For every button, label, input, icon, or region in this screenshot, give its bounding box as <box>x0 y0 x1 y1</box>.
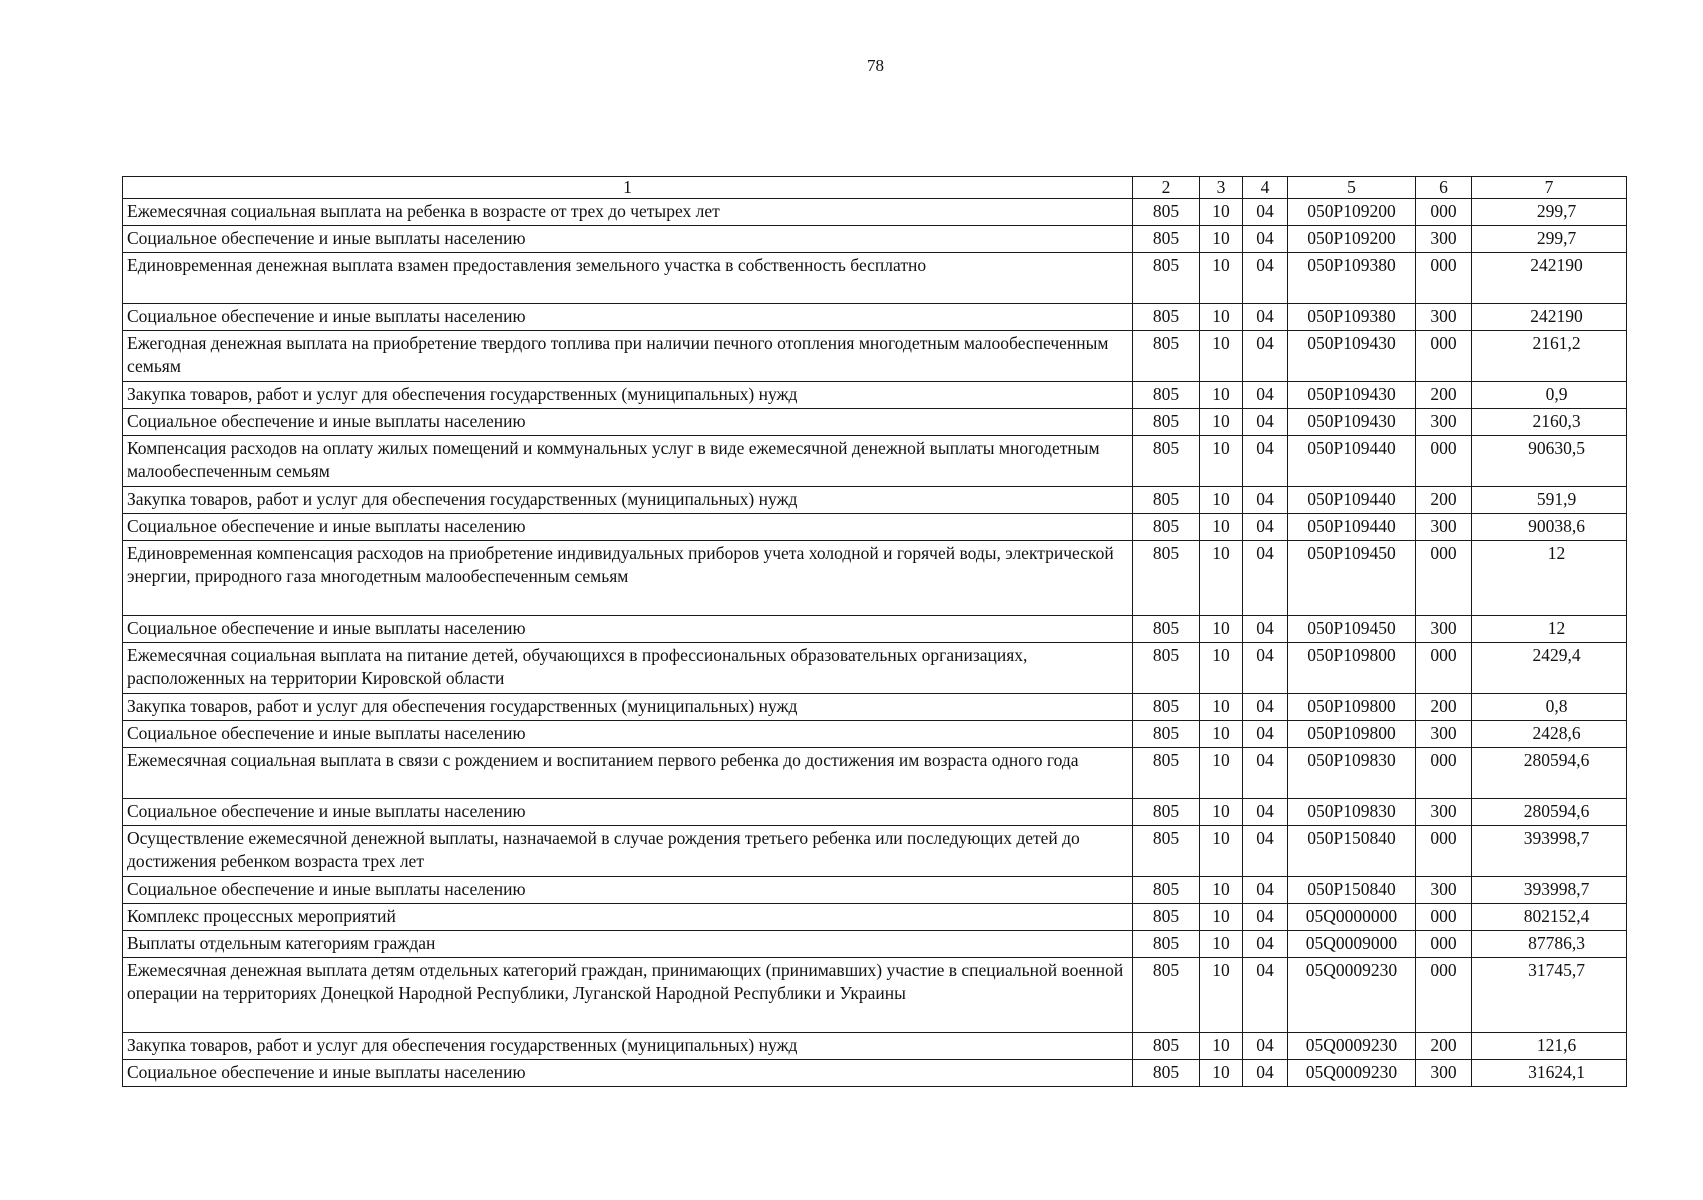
row-target-code: 050P150840 <box>1288 877 1416 904</box>
row-subsection: 04 <box>1243 514 1288 541</box>
row-ministry: 805 <box>1133 331 1200 382</box>
row-amount: 299,7 <box>1472 226 1627 253</box>
row-expense-type: 200 <box>1416 1033 1472 1060</box>
row-name: Осуществление ежемесячной денежной выплаты, назначаемой в случае рождения третьего ребенка или последующих детей до достижения ребенком возраста трех лет <box>123 826 1133 877</box>
row-name: Закупка товаров, работ и услуг для обеспечения государственных (муниципальных) нужд <box>123 1033 1133 1060</box>
row-subsection: 04 <box>1243 721 1288 748</box>
row-name: Социальное обеспечение и иные выплаты населению <box>123 799 1133 826</box>
row-section: 10 <box>1200 1060 1243 1087</box>
table-row <box>123 382 1627 409</box>
row-expense-type: 000 <box>1416 331 1472 382</box>
row-target-code: 050P109440 <box>1288 514 1416 541</box>
table-row <box>123 958 1627 1033</box>
row-target-code: 050P109800 <box>1288 643 1416 694</box>
row-target-code: 050P109830 <box>1288 748 1416 799</box>
row-ministry: 805 <box>1133 541 1200 616</box>
row-subsection: 04 <box>1243 904 1288 931</box>
row-subsection: 04 <box>1243 382 1288 409</box>
budget-table <box>122 176 1627 1087</box>
row-ministry: 805 <box>1133 514 1200 541</box>
row-amount: 12 <box>1472 541 1627 616</box>
row-name: Социальное обеспечение и иные выплаты населению <box>123 226 1133 253</box>
row-section: 10 <box>1200 694 1243 721</box>
row-target-code: 050P109430 <box>1288 331 1416 382</box>
table-row <box>123 616 1627 643</box>
table-row <box>123 409 1627 436</box>
row-expense-type: 300 <box>1416 409 1472 436</box>
row-ministry: 805 <box>1133 748 1200 799</box>
row-amount: 87786,3 <box>1472 931 1627 958</box>
row-subsection: 04 <box>1243 643 1288 694</box>
row-subsection: 04 <box>1243 409 1288 436</box>
page-number: 78 <box>867 56 884 75</box>
table-row <box>123 253 1627 304</box>
row-expense-type: 000 <box>1416 931 1472 958</box>
row-amount: 280594,6 <box>1472 748 1627 799</box>
row-section: 10 <box>1200 409 1243 436</box>
row-amount: 31745,7 <box>1472 958 1627 1033</box>
row-ministry: 805 <box>1133 253 1200 304</box>
row-section: 10 <box>1200 748 1243 799</box>
row-name: Ежемесячная социальная выплата на ребенка в возрасте от трех до четырех лет <box>123 199 1133 226</box>
table-row <box>123 1033 1627 1060</box>
row-expense-type: 000 <box>1416 904 1472 931</box>
row-section: 10 <box>1200 382 1243 409</box>
row-amount: 0,9 <box>1472 382 1627 409</box>
table-row <box>123 541 1627 616</box>
table-row <box>123 721 1627 748</box>
row-target-code: 050P109800 <box>1288 721 1416 748</box>
table-row <box>123 877 1627 904</box>
row-subsection: 04 <box>1243 304 1288 331</box>
row-expense-type: 300 <box>1416 616 1472 643</box>
row-expense-type: 300 <box>1416 304 1472 331</box>
row-subsection: 04 <box>1243 1060 1288 1087</box>
row-amount: 2161,2 <box>1472 331 1627 382</box>
column-header: 2 <box>1133 177 1200 199</box>
row-ministry: 805 <box>1133 1060 1200 1087</box>
row-subsection: 04 <box>1243 694 1288 721</box>
row-section: 10 <box>1200 199 1243 226</box>
row-subsection: 04 <box>1243 799 1288 826</box>
row-amount: 591,9 <box>1472 487 1627 514</box>
row-section: 10 <box>1200 931 1243 958</box>
row-name: Выплаты отдельным категориям граждан <box>123 931 1133 958</box>
row-subsection: 04 <box>1243 877 1288 904</box>
row-ministry: 805 <box>1133 643 1200 694</box>
row-ministry: 805 <box>1133 694 1200 721</box>
row-amount: 280594,6 <box>1472 799 1627 826</box>
row-section: 10 <box>1200 904 1243 931</box>
row-target-code: 050P109450 <box>1288 541 1416 616</box>
row-expense-type: 000 <box>1416 748 1472 799</box>
table-row <box>123 226 1627 253</box>
row-expense-type: 000 <box>1416 199 1472 226</box>
row-target-code: 050P109200 <box>1288 199 1416 226</box>
row-name: Социальное обеспечение и иные выплаты населению <box>123 721 1133 748</box>
row-name: Комплекс процессных мероприятий <box>123 904 1133 931</box>
table-row <box>123 514 1627 541</box>
row-name: Закупка товаров, работ и услуг для обеспечения государственных (муниципальных) нужд <box>123 487 1133 514</box>
row-amount: 90038,6 <box>1472 514 1627 541</box>
row-expense-type: 000 <box>1416 826 1472 877</box>
row-ministry: 805 <box>1133 226 1200 253</box>
row-subsection: 04 <box>1243 199 1288 226</box>
row-amount: 393998,7 <box>1472 877 1627 904</box>
column-header: 1 <box>123 177 1133 199</box>
row-name: Ежемесячная социальная выплата в связи с рождением и воспитанием первого ребенка до достижения им возраста одного года <box>123 748 1133 799</box>
row-expense-type: 300 <box>1416 226 1472 253</box>
row-name: Ежегодная денежная выплата на приобретение твердого топлива при наличии печного отопления многодетным малообеспеченным семьям <box>123 331 1133 382</box>
row-name: Ежемесячная денежная выплата детям отдельных категорий граждан, принимающих (принимавших) участие в специальной военной операции на территориях Донецкой Народной Республики, Луганской Народной Республики и Украины <box>123 958 1133 1033</box>
row-subsection: 04 <box>1243 748 1288 799</box>
row-subsection: 04 <box>1243 1033 1288 1060</box>
row-section: 10 <box>1200 487 1243 514</box>
row-ministry: 805 <box>1133 958 1200 1033</box>
row-section: 10 <box>1200 304 1243 331</box>
row-target-code: 050P150840 <box>1288 826 1416 877</box>
row-ministry: 805 <box>1133 487 1200 514</box>
row-name: Социальное обеспечение и иные выплаты населению <box>123 409 1133 436</box>
row-ministry: 805 <box>1133 721 1200 748</box>
row-expense-type: 000 <box>1416 541 1472 616</box>
row-ministry: 805 <box>1133 904 1200 931</box>
row-amount: 0,8 <box>1472 694 1627 721</box>
row-target-code: 05Q0009230 <box>1288 1033 1416 1060</box>
row-name: Социальное обеспечение и иные выплаты населению <box>123 514 1133 541</box>
row-subsection: 04 <box>1243 616 1288 643</box>
table-row <box>123 826 1627 877</box>
table-row <box>123 436 1627 487</box>
row-amount: 242190 <box>1472 253 1627 304</box>
row-expense-type: 200 <box>1416 694 1472 721</box>
row-amount: 12 <box>1472 616 1627 643</box>
row-section: 10 <box>1200 514 1243 541</box>
table-row <box>123 331 1627 382</box>
row-target-code: 050P109450 <box>1288 616 1416 643</box>
row-expense-type: 000 <box>1416 958 1472 1033</box>
row-target-code: 050P109380 <box>1288 253 1416 304</box>
row-amount: 299,7 <box>1472 199 1627 226</box>
row-target-code: 05Q0000000 <box>1288 904 1416 931</box>
row-target-code: 05Q0009230 <box>1288 958 1416 1033</box>
row-ministry: 805 <box>1133 382 1200 409</box>
table-row <box>123 487 1627 514</box>
table-row <box>123 904 1627 931</box>
row-ministry: 805 <box>1133 409 1200 436</box>
row-section: 10 <box>1200 253 1243 304</box>
table-row <box>123 1060 1627 1087</box>
row-section: 10 <box>1200 826 1243 877</box>
row-name: Социальное обеспечение и иные выплаты населению <box>123 877 1133 904</box>
row-ministry: 805 <box>1133 436 1200 487</box>
row-subsection: 04 <box>1243 436 1288 487</box>
row-subsection: 04 <box>1243 931 1288 958</box>
row-name: Компенсация расходов на оплату жилых помещений и коммунальных услуг в виде ежемесячной денежной выплаты многодетным малообеспеченным семьям <box>123 436 1133 487</box>
header-row <box>123 177 1627 199</box>
row-ministry: 805 <box>1133 799 1200 826</box>
row-amount: 31624,1 <box>1472 1060 1627 1087</box>
row-subsection: 04 <box>1243 958 1288 1033</box>
row-target-code: 050P109800 <box>1288 694 1416 721</box>
row-target-code: 050P109380 <box>1288 304 1416 331</box>
row-expense-type: 000 <box>1416 643 1472 694</box>
row-expense-type: 200 <box>1416 487 1472 514</box>
row-target-code: 05Q0009230 <box>1288 1060 1416 1087</box>
row-section: 10 <box>1200 541 1243 616</box>
row-name: Социальное обеспечение и иные выплаты населению <box>123 1060 1133 1087</box>
row-ministry: 805 <box>1133 616 1200 643</box>
row-ministry: 805 <box>1133 877 1200 904</box>
row-ministry: 805 <box>1133 931 1200 958</box>
row-section: 10 <box>1200 226 1243 253</box>
row-section: 10 <box>1200 616 1243 643</box>
row-section: 10 <box>1200 877 1243 904</box>
row-ministry: 805 <box>1133 304 1200 331</box>
table-row <box>123 931 1627 958</box>
row-amount: 242190 <box>1472 304 1627 331</box>
row-target-code: 050P109430 <box>1288 382 1416 409</box>
table-row <box>123 304 1627 331</box>
row-expense-type: 300 <box>1416 514 1472 541</box>
row-section: 10 <box>1200 1033 1243 1060</box>
row-name: Закупка товаров, работ и услуг для обеспечения государственных (муниципальных) нужд <box>123 694 1133 721</box>
table-row <box>123 799 1627 826</box>
row-amount: 393998,7 <box>1472 826 1627 877</box>
table-row <box>123 748 1627 799</box>
row-amount: 802152,4 <box>1472 904 1627 931</box>
row-section: 10 <box>1200 331 1243 382</box>
row-name: Социальное обеспечение и иные выплаты населению <box>123 304 1133 331</box>
row-name: Единовременная денежная выплата взамен предоставления земельного участка в собственность бесплатно <box>123 253 1133 304</box>
row-name: Социальное обеспечение и иные выплаты населению <box>123 616 1133 643</box>
row-expense-type: 000 <box>1416 436 1472 487</box>
column-header: 4 <box>1243 177 1288 199</box>
row-target-code: 050P109430 <box>1288 409 1416 436</box>
row-section: 10 <box>1200 721 1243 748</box>
column-header: 5 <box>1288 177 1416 199</box>
row-section: 10 <box>1200 799 1243 826</box>
row-ministry: 805 <box>1133 1033 1200 1060</box>
row-target-code: 050P109440 <box>1288 436 1416 487</box>
row-subsection: 04 <box>1243 253 1288 304</box>
row-ministry: 805 <box>1133 199 1200 226</box>
row-ministry: 805 <box>1133 826 1200 877</box>
row-amount: 90630,5 <box>1472 436 1627 487</box>
row-amount: 2428,6 <box>1472 721 1627 748</box>
row-target-code: 050P109830 <box>1288 799 1416 826</box>
row-subsection: 04 <box>1243 826 1288 877</box>
row-name: Закупка товаров, работ и услуг для обеспечения государственных (муниципальных) нужд <box>123 382 1133 409</box>
row-amount: 121,6 <box>1472 1033 1627 1060</box>
row-subsection: 04 <box>1243 331 1288 382</box>
column-header: 7 <box>1472 177 1627 199</box>
row-subsection: 04 <box>1243 541 1288 616</box>
row-subsection: 04 <box>1243 226 1288 253</box>
table-row <box>123 643 1627 694</box>
row-section: 10 <box>1200 436 1243 487</box>
row-amount: 2160,3 <box>1472 409 1627 436</box>
row-expense-type: 200 <box>1416 382 1472 409</box>
row-name: Единовременная компенсация расходов на приобретение индивидуальных приборов учета холодной и горячей воды, электрической энергии, природного газа многодетным малообеспеченным семьям <box>123 541 1133 616</box>
row-name: Ежемесячная социальная выплата на питание детей, обучающихся в профессиональных образовательных организациях, расположенных на территории Кировской области <box>123 643 1133 694</box>
column-header: 6 <box>1416 177 1472 199</box>
row-expense-type: 300 <box>1416 721 1472 748</box>
row-expense-type: 300 <box>1416 877 1472 904</box>
row-expense-type: 000 <box>1416 253 1472 304</box>
row-expense-type: 300 <box>1416 799 1472 826</box>
row-subsection: 04 <box>1243 487 1288 514</box>
row-target-code: 050P109440 <box>1288 487 1416 514</box>
table-row <box>123 199 1627 226</box>
row-target-code: 050P109200 <box>1288 226 1416 253</box>
row-amount: 2429,4 <box>1472 643 1627 694</box>
row-target-code: 05Q0009000 <box>1288 931 1416 958</box>
row-section: 10 <box>1200 958 1243 1033</box>
column-header: 3 <box>1200 177 1243 199</box>
row-expense-type: 300 <box>1416 1060 1472 1087</box>
row-section: 10 <box>1200 643 1243 694</box>
table-row <box>123 694 1627 721</box>
